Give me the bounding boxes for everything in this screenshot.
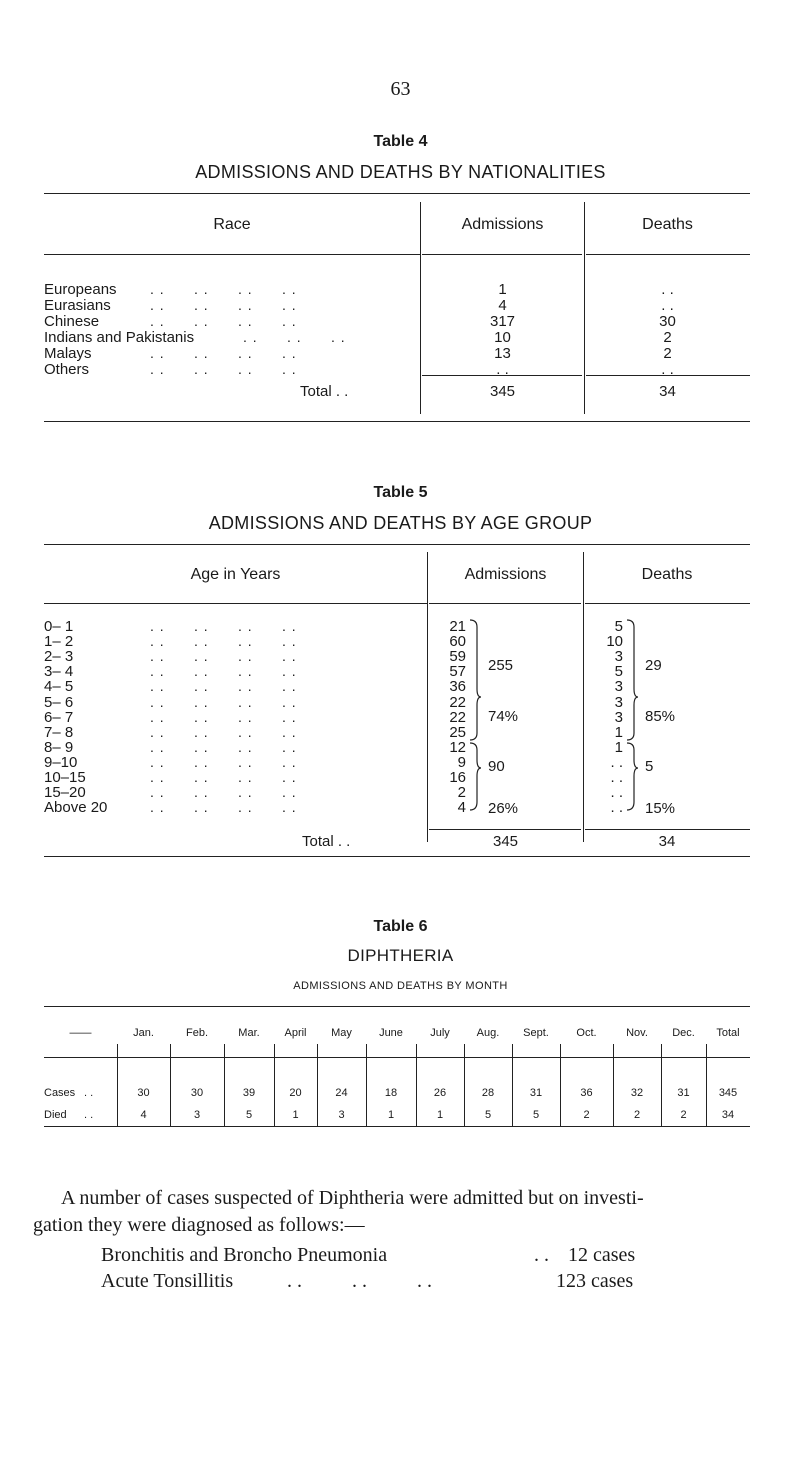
table5-row-label: 3– 4	[44, 663, 74, 681]
table6-cell: 32	[630, 1087, 644, 1099]
table5-group1-deaths-pct: 85%	[645, 708, 676, 725]
table5-header-rule-3	[585, 603, 750, 604]
table5-row-admissions: 22	[449, 708, 466, 726]
table5-row-deaths: 3	[614, 708, 623, 726]
table4-total-label: Total . .	[300, 383, 349, 400]
table6-cell: 31	[529, 1087, 543, 1099]
table6-corner: ——	[69, 1027, 92, 1039]
table4-row-dots: . . . . . .	[243, 329, 346, 345]
paragraph-line-2: gation they were diagnosed as follows:—	[33, 1214, 365, 1236]
table6-top-rule	[44, 1006, 750, 1007]
table6-cell: 1	[436, 1109, 444, 1121]
table4-row-dots: . . . . . . . .	[150, 361, 297, 377]
table5-header-age: Age in Years	[190, 566, 281, 583]
table5-row-label: 7– 8	[44, 723, 74, 741]
table6-cell: 30	[137, 1087, 150, 1099]
table6-bottom-rule	[44, 1126, 750, 1127]
table6-title: Table 6	[373, 918, 428, 935]
table5-row-admissions: 21	[449, 618, 466, 635]
table4-row-deaths: 2	[663, 329, 672, 346]
table6-header-total: Total	[716, 1027, 740, 1039]
table5-deaths-brace	[625, 617, 639, 813]
table4-row-deaths: . .	[661, 281, 674, 298]
table5-group1-deaths-total: 29	[645, 657, 662, 674]
table6-cell: 5	[245, 1109, 253, 1121]
table4-row-admissions: 317	[489, 313, 516, 330]
table5-row-label: 2– 3	[44, 648, 74, 666]
diagnosis-value-2: 123 cases	[556, 1270, 634, 1292]
table6-header-mar: Mar.	[238, 1027, 260, 1039]
table5-total-rule-2	[585, 829, 750, 830]
table5-row-deaths: . .	[610, 753, 623, 771]
table5-row-admissions: 16	[449, 769, 466, 786]
table4-row-label: Malays	[44, 345, 92, 362]
table5-total-rule-1	[429, 829, 581, 830]
table4-subtitle: ADMISSIONS AND DEATHS BY NATIONALITIES	[195, 162, 606, 182]
table4-top-rule	[44, 193, 750, 194]
diagnosis-dots-2: . . . . . .	[287, 1270, 432, 1292]
table5-row-deaths: . .	[610, 769, 623, 786]
table5-row-dots: . . . . . . . .	[150, 738, 297, 755]
table6-cell: 39	[242, 1087, 256, 1099]
table6-row-dots: . .	[84, 1087, 94, 1099]
table5-row-dots: . . . . . . . .	[150, 678, 297, 695]
table4-title: Table 4	[373, 133, 428, 150]
table6-header-may: May	[331, 1027, 352, 1039]
table5-header-admissions: Admissions	[464, 566, 547, 583]
table6-cell: 2	[680, 1109, 687, 1121]
table4-row-label: Indians and Pakistanis	[44, 329, 195, 346]
table6-cell: 3	[338, 1109, 345, 1121]
table5-total-label: Total . .	[302, 833, 351, 850]
table6-row-label: Died	[44, 1109, 67, 1121]
table5-total-admissions: 345	[492, 833, 519, 850]
table4-row-deaths: . .	[661, 361, 674, 378]
table5-row-admissions: 36	[449, 678, 466, 696]
table6-header-april: April	[284, 1027, 307, 1039]
table5-row-dots: . . . . . . . .	[150, 693, 297, 710]
table5-row-deaths: 5	[614, 618, 623, 635]
table5-row-label: 9–10	[44, 753, 78, 771]
table5-row-deaths: 3	[614, 693, 623, 711]
page-number: 63	[390, 78, 411, 100]
table5-row-admissions: 12	[449, 738, 466, 756]
table6-cell: 30	[190, 1087, 204, 1099]
table4-header-admissions: Admissions	[461, 216, 544, 233]
table6-cell: 5	[532, 1109, 540, 1121]
table5-subtitle: ADMISSIONS AND DEATHS BY AGE GROUP	[208, 513, 593, 533]
table5-group1-admissions-total: 255	[488, 657, 514, 674]
table5-row-label: 10–15	[44, 769, 86, 786]
table5-row-label: 6– 7	[44, 708, 74, 726]
table5-row-dots: . . . . . . . .	[150, 633, 297, 650]
table4-row-label: Chinese	[44, 313, 100, 330]
table6-cell: 2	[583, 1109, 590, 1121]
table5-row-deaths: . .	[610, 784, 623, 802]
table4-row-deaths: 30	[659, 313, 676, 330]
table5-row-admissions: 60	[449, 633, 466, 651]
table5-row-label: 8– 9	[44, 738, 74, 756]
table6-header-feb: Feb.	[185, 1027, 208, 1039]
table6-cell: 345	[718, 1087, 738, 1099]
table6-cell: 28	[481, 1087, 495, 1099]
table5-group2-deaths-pct: 15%	[645, 800, 676, 817]
table4-header-rule-1	[44, 254, 420, 255]
table6-subtitle: DIPHTHERIA	[347, 946, 454, 965]
table5-group2-deaths-total: 5	[645, 758, 654, 775]
table6-header-oct: Oct.	[576, 1027, 597, 1039]
table4-row-label: Others	[44, 361, 90, 378]
table6-cell: 36	[580, 1087, 593, 1099]
table6-cell: 18	[384, 1087, 398, 1099]
table5-row-deaths: . .	[610, 799, 623, 817]
table5-row-label: 15–20	[44, 784, 86, 802]
table5-row-admissions: 25	[449, 723, 466, 741]
table6-cell: 1	[387, 1109, 395, 1121]
table5-row-admissions: 9	[457, 753, 466, 771]
table5-top-rule	[44, 544, 750, 545]
table5-bottom-rule	[44, 856, 750, 857]
table5-row-dots: . . . . . . . .	[150, 618, 297, 634]
diagnosis-dots-1: . .	[534, 1244, 549, 1266]
table6-header-sept: Sept.	[523, 1027, 549, 1039]
table6-cell: 34	[721, 1109, 735, 1121]
table6-header-dec: Dec.	[672, 1027, 695, 1039]
table4-row-dots: . . . . . . . .	[150, 281, 297, 297]
table5-title: Table 5	[373, 484, 428, 501]
table4-row-deaths: 2	[663, 345, 672, 362]
table6-caption: ADMISSIONS AND DEATHS BY MONTH	[293, 980, 508, 992]
table6-header-june: June	[379, 1027, 403, 1039]
table4-header-rule-3	[586, 254, 750, 255]
table6-cell: 4	[140, 1109, 147, 1121]
table6-cell: 3	[193, 1109, 201, 1121]
table4-row-dots: . . . . . . . .	[150, 345, 297, 361]
table4-row-dots: . . . . . . . .	[150, 297, 297, 313]
diagnosis-name-2: Acute Tonsillitis	[101, 1270, 234, 1292]
table5-row-admissions: 57	[449, 663, 466, 681]
table4-row-label: Eurasians	[44, 297, 111, 314]
table4-header-deaths: Deaths	[642, 216, 693, 233]
table5-group1-admissions-pct: 74%	[488, 708, 519, 725]
table6-cell: 5	[484, 1109, 492, 1121]
table4-row-label: Europeans	[44, 281, 117, 298]
table5-row-admissions: 2	[457, 784, 466, 802]
table5-row-deaths: 3	[614, 678, 623, 696]
table5-row-dots: . . . . . . . .	[150, 723, 297, 740]
table6-cell: 2	[633, 1109, 641, 1121]
table5-row-dots: . . . . . . . .	[150, 799, 297, 816]
table4-total-rule-1	[422, 375, 582, 376]
table4-row-dots: . . . . . . . .	[150, 313, 297, 329]
table5-total-deaths: 34	[658, 833, 676, 850]
table6-header-july: July	[430, 1027, 450, 1039]
table4-row-admissions: 13	[494, 345, 511, 362]
table5-row-dots: . . . . . . . .	[150, 708, 297, 725]
table4-total-rule-2	[586, 375, 750, 376]
table5-header-rule-1	[44, 603, 427, 604]
table5-row-dots: . . . . . . . .	[150, 648, 297, 665]
table4-header-rule-2	[422, 254, 582, 255]
table5-row-label: Above 20	[44, 799, 108, 817]
table5-row-dots: . . . . . . . .	[150, 663, 297, 680]
table6-cell: 31	[677, 1087, 690, 1099]
paragraph-line-1: A number of cases suspected of Diphtheria were admitted but on investi-	[61, 1187, 644, 1209]
diagnosis-value-1: 12 cases	[568, 1244, 636, 1266]
table6-header-jan: Jan.	[133, 1027, 154, 1039]
table5-group2-admissions-pct: 26%	[488, 800, 519, 817]
table5-row-label: 1– 2	[44, 633, 74, 651]
table4-row-admissions: 10	[494, 329, 511, 346]
table4-header-race: Race	[213, 216, 251, 233]
table5-row-label: 0– 1	[44, 618, 74, 635]
table6-row-dots: . .	[84, 1109, 94, 1121]
table5-row-deaths: 1	[614, 738, 623, 756]
table5-row-dots: . . . . . . . .	[150, 753, 297, 770]
table4-row-admissions: . .	[496, 361, 509, 378]
table5-header-rule-2	[429, 603, 581, 604]
table5-header-deaths: Deaths	[641, 566, 693, 583]
table4-total-deaths: 34	[659, 383, 676, 400]
table6-header-rule	[44, 1057, 750, 1058]
table5-row-dots: . . . . . . . .	[150, 784, 297, 801]
diagnosis-name-1: Bronchitis and Broncho Pneumonia	[101, 1244, 388, 1266]
table4-row-admissions: 4	[498, 297, 507, 314]
table4-row-admissions: 1	[498, 281, 507, 298]
table6-row-label: Cases	[44, 1087, 76, 1099]
table6-cell: 1	[292, 1109, 299, 1121]
table5-row-admissions: 4	[457, 799, 466, 817]
table5-row-deaths: 10	[606, 633, 623, 651]
table6-cell: 20	[289, 1087, 302, 1099]
table6-header-nov: Nov.	[626, 1027, 648, 1039]
table4-row-deaths: . .	[661, 297, 674, 314]
table6-header-aug: Aug.	[476, 1027, 500, 1039]
table5-row-deaths: 1	[614, 723, 623, 741]
table5-row-label: 5– 6	[44, 693, 74, 711]
table5-row-admissions: 59	[449, 648, 466, 666]
table5-row-admissions: 22	[449, 693, 466, 711]
table5-row-label: 4– 5	[44, 678, 74, 696]
table5-row-dots: . . . . . . . .	[150, 769, 297, 785]
table6-cell: 24	[335, 1087, 348, 1099]
table4-total-admissions: 345	[489, 383, 516, 400]
table5-admissions-brace	[468, 617, 482, 813]
table4-bottom-rule	[44, 421, 750, 422]
table5-row-deaths: 3	[614, 648, 623, 666]
table5-row-deaths: 5	[614, 663, 623, 681]
table5-group2-admissions-total: 90	[488, 758, 505, 775]
table6-cell: 26	[433, 1087, 447, 1099]
